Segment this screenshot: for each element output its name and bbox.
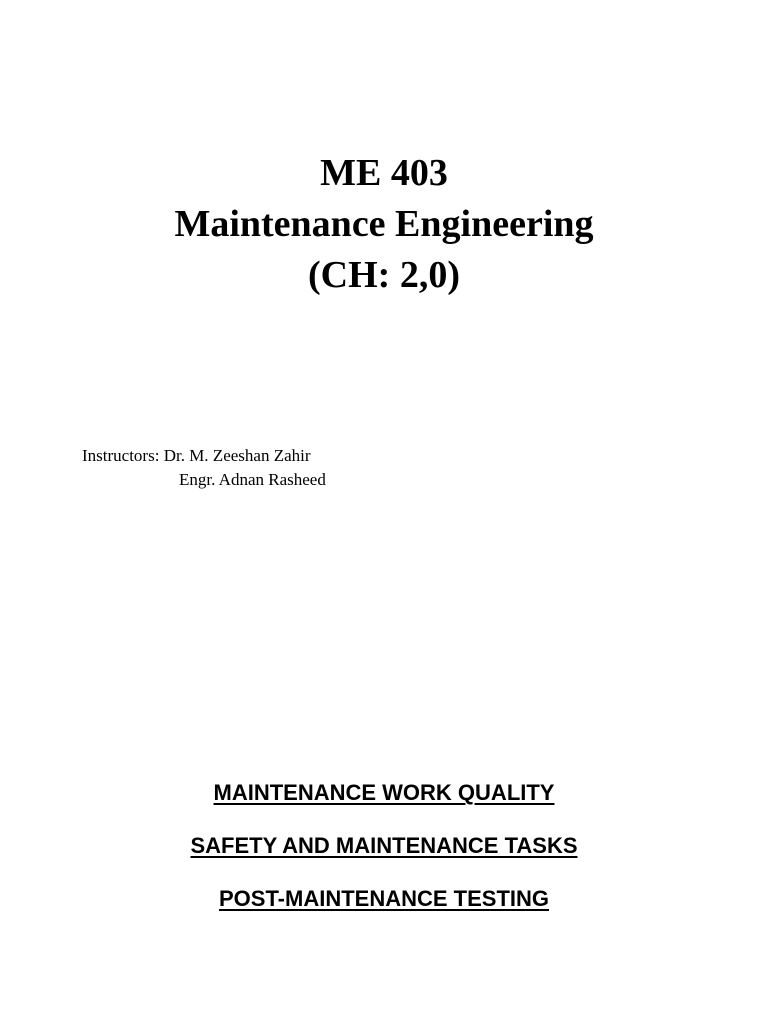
instructor-name: Engr. Adnan Rasheed: [179, 470, 326, 489]
instructors-label: Instructors:: [82, 446, 160, 465]
course-code: ME 403: [320, 152, 448, 194]
topics-list: [0, 776, 768, 935]
credit-hours: (CH: 2,0): [308, 254, 460, 296]
instructors-block: [82, 444, 326, 492]
title-block: [0, 148, 768, 301]
topic-heading: POST-MAINTENANCE TESTING: [218, 886, 549, 911]
course-name: Maintenance Engineering: [174, 203, 594, 245]
instructor-row-1: [82, 444, 326, 468]
topic-heading: MAINTENANCE WORK QUALITY: [213, 780, 555, 805]
instructor-row-2: [82, 468, 326, 492]
topic-heading: SAFETY AND MAINTENANCE TASKS: [190, 833, 578, 858]
instructor-name: Dr. M. Zeeshan Zahir: [163, 446, 311, 465]
